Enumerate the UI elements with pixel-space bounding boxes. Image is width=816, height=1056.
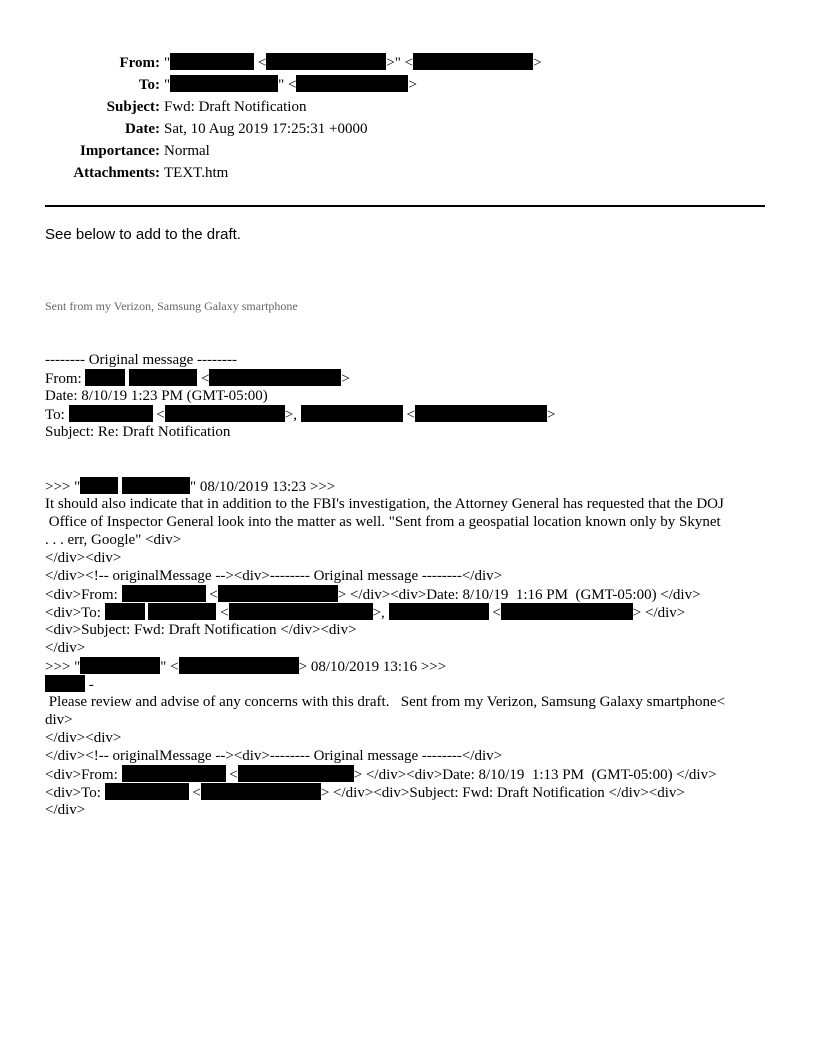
quote1-subject-line: <div>Subject: Fwd: Draft Notification </div><div> <box>45 622 357 638</box>
orig1-from-label: From: <box>45 371 82 387</box>
quote2-line: Please review and advise of any concerns with this draft. Sent from my Verizon, Samsung Galaxy smartphone< <box>45 694 726 710</box>
date-label: Date: <box>125 121 160 137</box>
attachments-label: Attachments: <box>73 165 160 181</box>
quote2-sender-line <box>45 675 94 694</box>
redaction <box>122 477 190 494</box>
redaction <box>501 603 633 620</box>
redaction <box>218 585 338 602</box>
quote1-from-line: <div>From: < > </div><div>Date: 8/10/19 1:16 PM (GMT-05:00) </div> <box>45 587 701 603</box>
redaction <box>45 675 85 692</box>
quote1-from-pre: <div>From: <box>45 587 122 603</box>
orig1-date-line: Date: 8/10/19 1:23 PM (GMT-05:00) <box>45 388 268 404</box>
redaction <box>170 53 254 70</box>
quote2-from-post: > </div><div>Date: 8/10/19 1:13 PM (GMT-05:00) </div> <box>353 767 717 783</box>
quote1-suffix: " 08/10/2019 13:23 >>> <box>190 479 336 495</box>
quote2-from-pre: <div>From: <box>45 767 122 783</box>
quote1-to-line: <div>To: < >, < > </div> <box>45 605 686 621</box>
header-subject-row <box>0 96 816 118</box>
quote2-dash: - <box>85 677 94 693</box>
quote1-end-div: </div> <box>45 640 86 656</box>
redaction <box>301 405 403 422</box>
to-value: " " < > <box>164 77 417 93</box>
subject-label: Subject: <box>106 99 160 115</box>
orig1-to-line: To: < >, < > <box>45 407 556 423</box>
redaction <box>80 477 118 494</box>
original-message-divider: -------- Original message -------- <box>45 352 237 368</box>
quote2-from-line: <div>From: < > </div><div>Date: 8/10/19 1:13 PM (GMT-05:00) </div> <box>45 767 717 783</box>
quote2-header: >>> " " < > 08/10/2019 13:16 >>> <box>45 659 447 675</box>
redaction <box>266 53 386 70</box>
redaction <box>415 405 547 422</box>
intro-text: See below to add to the draft. <box>45 226 241 243</box>
quote1-line: It should also indicate that in addition to the FBI's investigation, the Attorney General has requested that the DOJ <box>45 496 724 512</box>
quote1-line: </div><div> <box>45 550 122 566</box>
header-importance-row <box>0 140 816 162</box>
redaction <box>105 783 189 800</box>
importance-value: Normal <box>164 143 210 159</box>
quote2-line: </div><!-- originalMessage --><div>-------- Original message --------</div> <box>45 748 503 764</box>
date-value: Sat, 10 Aug 2019 17:25:31 +0000 <box>164 121 368 137</box>
quote2-suffix: > 08/10/2019 13:16 >>> <box>298 659 447 675</box>
signature-text: Sent from my Verizon, Samsung Galaxy smartphone <box>45 299 298 313</box>
quote1-to-pre: <div>To: <box>45 605 105 621</box>
to-label: To: <box>138 77 160 93</box>
header-to-row <box>0 74 816 96</box>
redaction <box>129 369 197 386</box>
redaction <box>413 53 533 70</box>
header-from-row <box>0 52 816 74</box>
orig1-to-label: To: <box>45 407 65 423</box>
redaction <box>201 783 321 800</box>
quote1-prefix: >>> " <box>45 479 81 495</box>
quote1-line: </div><!-- originalMessage --><div>-------- Original message --------</div> <box>45 568 503 584</box>
orig1-from-line: From: < > <box>45 371 350 387</box>
quote2-end-div: </div> <box>45 802 86 818</box>
redaction <box>122 585 206 602</box>
redaction <box>209 369 341 386</box>
quote2-line: </div><div> <box>45 730 122 746</box>
quote2-line: div> <box>45 712 73 728</box>
redaction <box>165 405 285 422</box>
redaction <box>238 765 354 782</box>
redaction <box>69 405 153 422</box>
redaction <box>229 603 373 620</box>
from-value: " < >" < > <box>164 55 542 71</box>
quote1-from-post: > </div><div>Date: 8/10/19 1:16 PM (GMT-05:00) </div> <box>337 587 701 603</box>
quote2-to-pre: <div>To: <box>45 785 105 801</box>
subject-value: Fwd: Draft Notification <box>164 99 307 115</box>
quote1-to-post: > </div> <box>632 605 686 621</box>
importance-label: Importance: <box>80 143 160 159</box>
quote2-to-post: > </div><div>Subject: Fwd: Draft Notification </div><div> <box>320 785 685 801</box>
header-date-row <box>0 118 816 140</box>
redaction <box>148 603 216 620</box>
redaction <box>296 75 408 92</box>
attachments-value: TEXT.htm <box>164 165 229 181</box>
orig1-subject-line: Subject: Re: Draft Notification <box>45 424 231 440</box>
redaction <box>85 369 125 386</box>
quote2-prefix: >>> " <box>45 659 81 675</box>
redaction <box>122 765 226 782</box>
quote2-to-line: <div>To: < > </div><div>Subject: Fwd: Draft Notification </div><div> <box>45 785 685 801</box>
from-label: From: <box>119 55 160 71</box>
header-attachments-row <box>0 162 816 184</box>
redaction <box>105 603 145 620</box>
redaction <box>389 603 489 620</box>
redaction <box>80 657 160 674</box>
redaction <box>179 657 299 674</box>
quote1-line: Office of Inspector General look into the matter as well. "Sent from a geospatial location known only by Skynet <box>45 514 721 530</box>
redaction <box>170 75 278 92</box>
header-divider <box>45 205 765 207</box>
quote1-header <box>45 477 335 496</box>
quote1-line: . . . err, Google" <div> <box>45 532 182 548</box>
